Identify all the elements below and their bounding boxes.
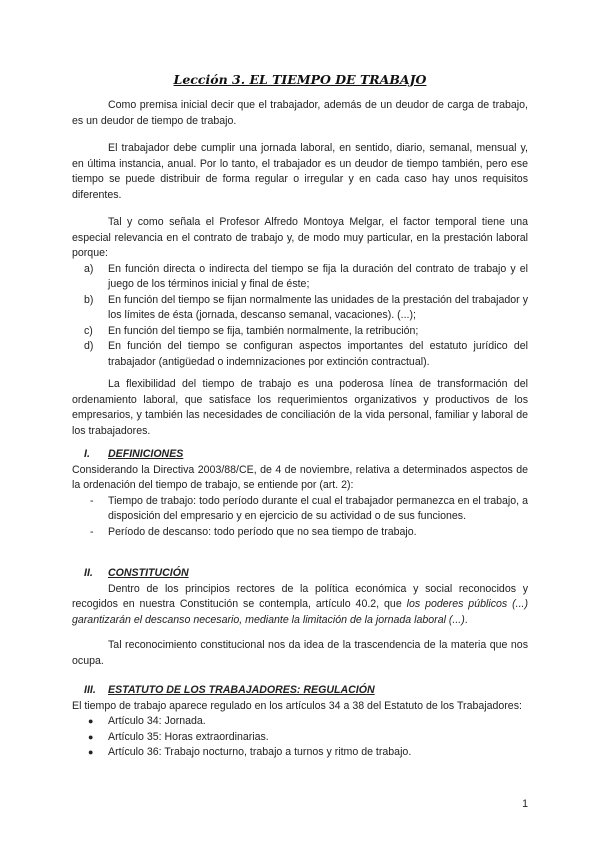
constitution-closing-paragraph (72, 638, 528, 669)
document-page (72, 0, 528, 848)
list-item-text: En función del tiempo se fijan normalmente las unidades de la prestación del trabajador y los límites de ésta (jornada, descanso semanal, vacaciones). (...); (108, 293, 528, 321)
section-definiciones (72, 447, 528, 540)
list-item (72, 730, 528, 746)
list-item (72, 293, 528, 324)
list-item-text: Artículo 36: Trabajo nocturno, trabajo a turnos y ritmo de trabajo. (108, 746, 412, 758)
list-item (72, 324, 528, 340)
constitution-text (72, 582, 528, 629)
document-title: Lección 3. EL TIEMPO DE TRABAJO (173, 72, 427, 87)
list-item-text: Artículo 34: Jornada. (108, 715, 206, 727)
bullet-icon: ● (88, 716, 94, 726)
section-title: DEFINICIONES (108, 448, 184, 460)
page-number: 1 (522, 798, 528, 810)
constitution-closing-text: Tal reconocimiento constitucional nos da idea de la trascendencia de la materia que nos ocupa. (72, 639, 528, 667)
definitions-list (72, 494, 528, 541)
constitution-text-end: . (464, 613, 468, 626)
section-lead: Considerando la Directiva 2003/88/CE, de 4 de noviembre, relativa a determinados aspectos de la ordenación del tiempo de trabajo, se entiende por (art. 2): (72, 463, 528, 491)
list-item (72, 745, 528, 761)
intro-text-2: El trabajador debe cumplir una jornada laboral, en sentido, diario, semanal, mensual y, en última instancia, anual. Por lo tanto, el trabajador es un deudor de tiempo también, pero ese tiempo se puede distribuir de forma regular o irregular y en cada caso hay unos requisitos diferentes. (72, 142, 528, 201)
section-title: CONSTITUCIÓN (108, 567, 189, 579)
bullet-icon: ● (88, 731, 94, 742)
list-marker: - (90, 525, 94, 538)
section-lead: El tiempo de trabajo aparece regulado en los artículos 34 a 38 del Estatuto de los Trabajadores: (72, 699, 522, 712)
section-title: ESTATUTO DE LOS TRABAJADORES: REGULACIÓN (108, 684, 375, 696)
intro-text-3: Tal y como señala el Profesor Alfredo Montoya Melgar, el factor temporal tiene una especial relevancia en el contrato de trabajo y, de modo muy particular, en la prestación laboral porque: (72, 216, 528, 259)
list-marker: - (90, 494, 94, 507)
list-marker: c) (84, 324, 93, 337)
time-factors-list (72, 262, 528, 371)
flexibility-text: La flexibilidad del tiempo de trabajo es una poderosa línea de transformación del ordenamiento laboral, que satisface los requerimientos organizativos y productivos de los empresarios, y también las necesidades de conciliación de la vida personal, familiar y laboral de los trabajadores. (72, 378, 528, 437)
section-heading (72, 683, 528, 699)
section-number: II. (84, 567, 93, 579)
list-item-text: Tiempo de trabajo: todo período durante el cual el trabajador permanezca en el trabajo, a disposición del empresario y en ejercicio de su actividad o de sus funciones. (108, 494, 528, 522)
list-item-text: En función del tiempo se configuran aspectos importantes del estatuto jurídico del trabajador (antigüedad o indemnizaciones por extinción contractual). (108, 340, 528, 368)
section-number: III. (84, 684, 96, 696)
list-item (72, 494, 528, 525)
list-item-text: En función directa o indirecta del tiempo se fija la duración del contrato de trabajo y el juego de los términos inicial y final de éste; (108, 262, 528, 290)
section-estatuto (72, 683, 528, 761)
intro-paragraph-1 (72, 98, 528, 129)
articles-list (72, 714, 528, 761)
list-item-text: En función del tiempo se fija, también normalmente, la retribución; (108, 324, 419, 337)
list-item-text: Período de descanso: todo período que no sea tiempo de trabajo. (108, 525, 417, 538)
list-item (72, 339, 528, 370)
section-heading (72, 566, 528, 582)
list-item (72, 714, 528, 730)
intro-text-1: Como premisa inicial decir que el trabajador, además de un deudor de carga de trabajo, es un deudor de tiempo de trabajo. (72, 99, 528, 127)
list-item-text: Artículo 35: Horas extraordinarias. (108, 730, 269, 743)
section-number: I. (84, 448, 90, 460)
list-item (72, 525, 528, 541)
section-constitucion (72, 566, 528, 628)
list-item (72, 262, 528, 293)
list-marker: a) (84, 262, 94, 275)
constitution-quote: los poderes públicos (...) garantizarán el descanso necesario, mediante la limitación de la jornada laboral (...) (72, 598, 528, 626)
flexibility-paragraph (72, 377, 528, 439)
list-marker: d) (84, 340, 94, 352)
list-marker: b) (84, 293, 94, 306)
bullet-icon: ● (88, 747, 94, 757)
constitution-text-start: Dentro de los principios rectores de la política económica y social reconocidos y recogidos en nuestra Constitución se contempla, artículo 40.2, que (72, 582, 528, 610)
intro-paragraph-3 (72, 215, 528, 370)
section-heading (72, 447, 528, 463)
intro-paragraph-2 (72, 141, 528, 203)
